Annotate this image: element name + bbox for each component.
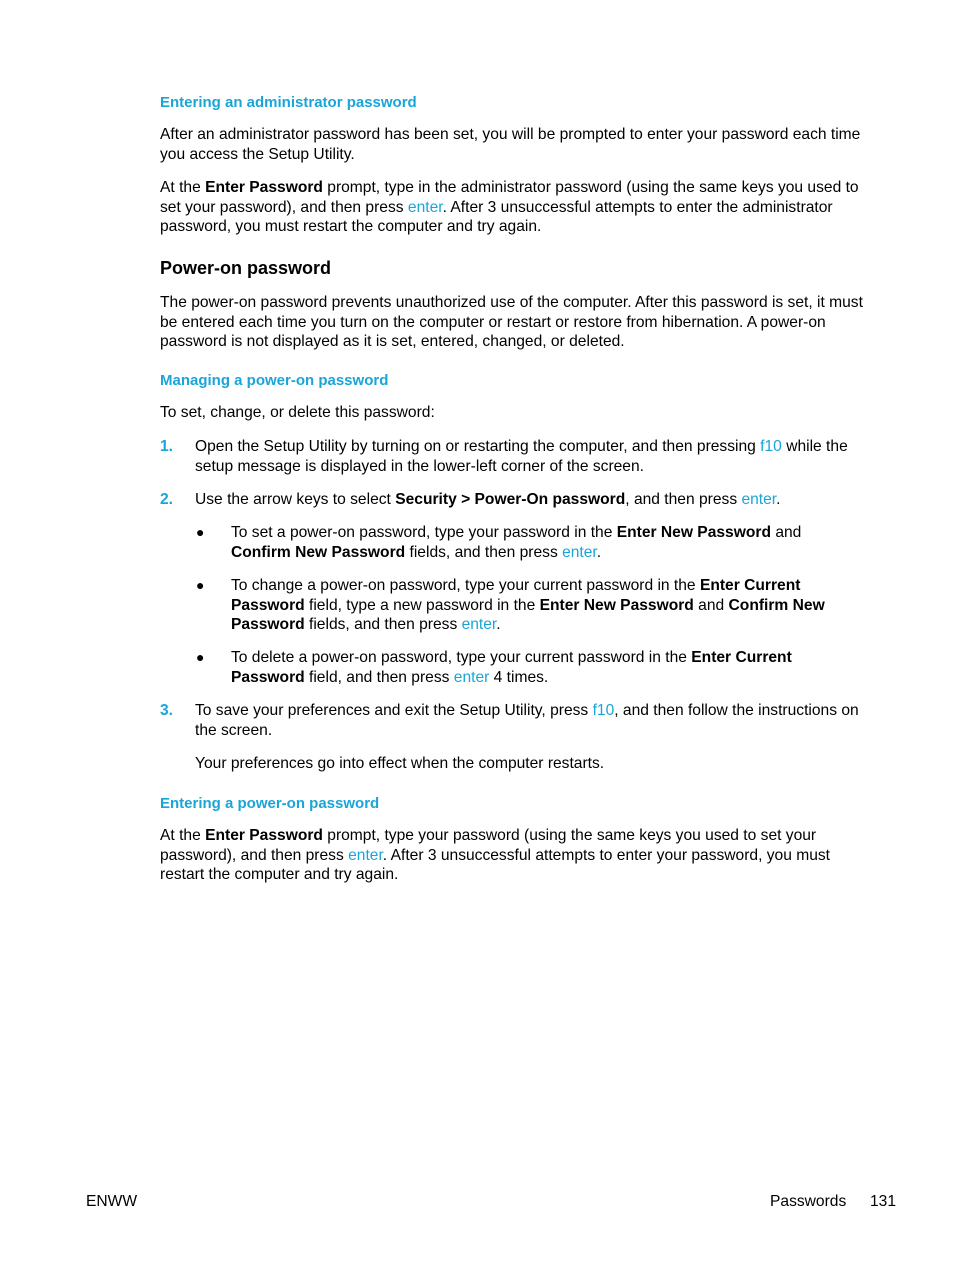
managing-intro: To set, change, or delete this password: <box>160 404 435 421</box>
text-run: . After 3 unsuccessful attempts to enter the administrator password, you must restart the computer and try again. <box>160 198 833 235</box>
text-run: . After 3 unsuccessful attempts to enter your password, you must restart the computer and try again. <box>160 846 831 883</box>
bold-term: Enter Current Password <box>231 577 801 614</box>
text-run: fields, and then press <box>304 616 462 633</box>
entering-poweron-paragraph <box>160 826 878 885</box>
text-run: fields, and then press <box>405 543 563 561</box>
text-run: and <box>693 596 729 614</box>
admin-password-heading: Entering an administrator password <box>160 94 417 111</box>
step-3-number: 3. <box>160 702 174 719</box>
poweron-paragraph: The power-on password prevents unauthorized use of the computer. After this password is set, it must be entered each time you turn on the computer or restart or restore from hibernation. A power-on password is not displayed as it is set, entered, changed, or deleted. <box>160 294 863 350</box>
key-name: enter <box>461 616 497 633</box>
bold-term: Confirm New Password <box>231 543 406 561</box>
text-run: while the setup message is displayed in the lower-left corner of the screen. <box>195 438 848 475</box>
text-run: field, type a new password in the <box>304 596 540 614</box>
bold-term: Enter New Password <box>539 596 694 614</box>
entering-poweron-heading: Entering a power-on password <box>160 795 380 812</box>
bold-term: Enter Current Password <box>231 649 792 686</box>
footer-section-title: Passwords <box>770 1193 847 1210</box>
step-1-number: 1. <box>160 438 174 455</box>
footer-left-label: ENWW <box>86 1193 138 1210</box>
poweron-password-heading: Power-on password <box>160 258 332 278</box>
page-number: 131 <box>870 1193 897 1210</box>
bold-term: Security > Power-On password <box>395 491 626 508</box>
text-run: Use the arrow keys to select <box>195 491 396 508</box>
key-name: enter <box>741 491 777 508</box>
text-run: At the <box>160 827 206 844</box>
key-name: enter <box>407 198 443 216</box>
step-1-text <box>195 437 879 476</box>
key-name: enter <box>348 846 383 864</box>
admin-paragraph-2 <box>160 178 878 237</box>
admin-paragraph-1: After an administrator password has been set, you will be prompted to enter your password each time you access the Setup Utility. <box>160 126 861 163</box>
bullet-icon: ● <box>196 524 205 540</box>
managing-poweron-heading: Managing a power-on password <box>160 372 389 389</box>
bullet-icon: ● <box>196 649 205 665</box>
step-2-number: 2. <box>160 491 174 508</box>
bold-term: Enter New Password <box>616 524 771 541</box>
key-name: f10 <box>592 702 615 719</box>
text-run: To save your preferences and exit the Setup Utility, press <box>195 702 593 719</box>
key-name: f10 <box>760 438 782 455</box>
text-run: , and then follow the instructions on the screen. <box>195 702 859 739</box>
text-run: , and then press <box>625 491 742 508</box>
step-3-note: Your preferences go into effect when the computer restarts. <box>195 755 605 772</box>
text-run: To delete a power-on password, type your current password in the <box>231 649 692 666</box>
text-run: To set a power-on password, type your password in the <box>231 524 617 541</box>
bullet-icon: ● <box>196 577 205 593</box>
text-run: field, and then press <box>304 668 454 686</box>
bold-term: Enter Password <box>205 179 323 196</box>
sub-item-delete <box>231 648 851 687</box>
bold-term: Confirm New Password <box>231 596 825 633</box>
text-run: At the <box>160 179 206 196</box>
text-run: . <box>496 616 501 633</box>
text-run: Open the Setup Utility by turning on or restarting the computer, and then pressing <box>195 438 761 455</box>
text-run: . <box>776 491 781 508</box>
text-run: . <box>596 543 602 561</box>
text-run: 4 times. <box>489 668 549 686</box>
step-3-text <box>195 701 879 740</box>
step-2-text <box>195 490 879 510</box>
key-name: enter <box>562 543 597 561</box>
text-run: and <box>770 524 802 541</box>
bold-term: Enter Password <box>205 827 323 844</box>
sub-item-set <box>231 523 851 562</box>
sub-item-change <box>231 576 851 635</box>
text-run: prompt, type your password (using the same keys you used to set your password), and then press <box>160 827 817 864</box>
text-run: prompt, type in the administrator password (using the same keys you used to set your password), and then press <box>160 179 859 216</box>
text-run: To change a power-on password, type your current password in the <box>231 577 700 594</box>
key-name: enter <box>453 668 490 686</box>
